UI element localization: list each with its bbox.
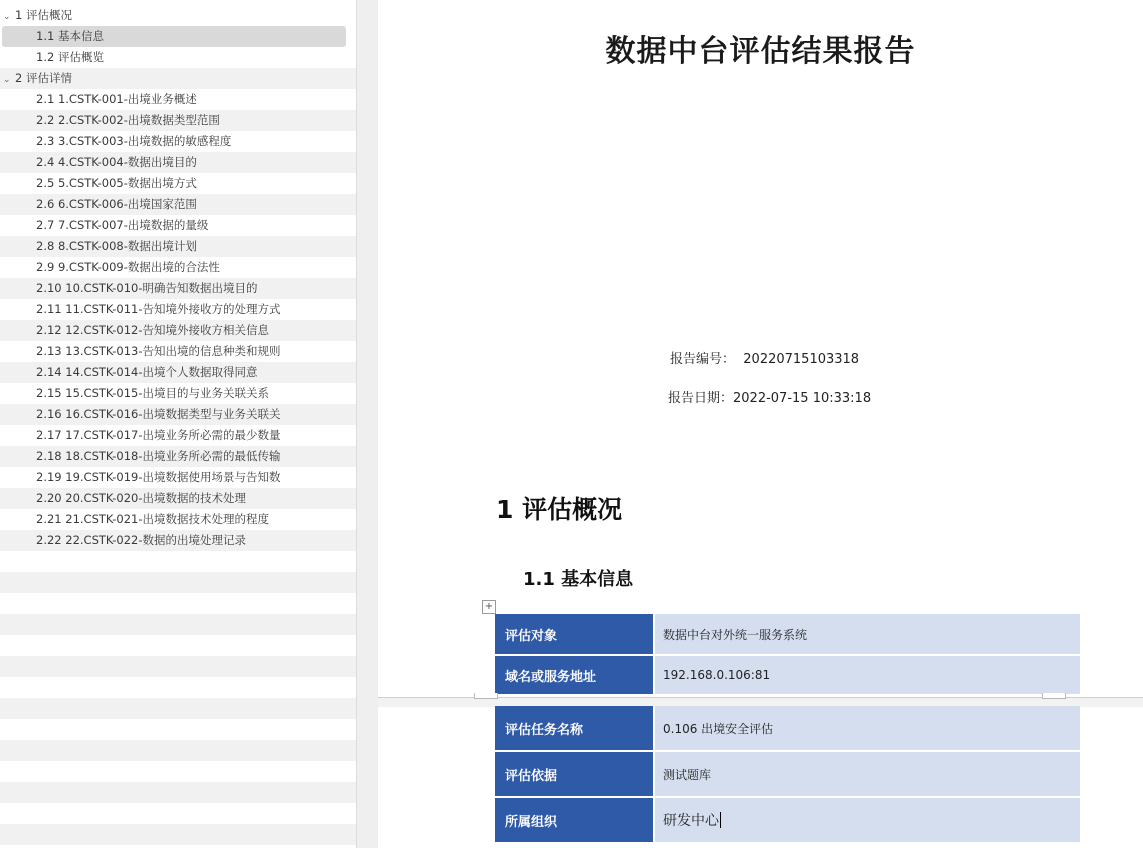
report-number (670, 348, 859, 367)
outline-item[interactable]: 2.9 9.CSTK-009-数据出境的合法性 (36, 260, 220, 274)
outline-item-1-1[interactable]: 1.1 基本信息 (2, 26, 346, 47)
outline-item[interactable]: 2.20 20.CSTK-020-出境数据的技术处理 (0, 488, 356, 509)
pane-gutter (357, 0, 379, 848)
table-header-cell: 所属组织 (495, 798, 653, 842)
outline-item[interactable]: 2.13 13.CSTK-013-告知出境的信息种类和规则 (36, 344, 281, 358)
table-header-cell: 域名或服务地址 (495, 656, 653, 694)
table-value-cell[interactable]: 0.106 出境安全评估 (655, 706, 1080, 750)
page-corner-mark (474, 693, 498, 699)
outline-empty-row (0, 698, 356, 719)
outline-empty-row (0, 614, 356, 635)
outline-item[interactable]: 2.6 6.CSTK-006-出境国家范围 (0, 194, 356, 215)
outline-empty-row (0, 761, 356, 782)
outline-item[interactable]: 2.17 17.CSTK-017-出境业务所必需的最少数量 (36, 428, 281, 442)
table-row (495, 656, 1080, 694)
table-value-cell-editing[interactable] (655, 798, 1080, 842)
outline-sidebar (0, 0, 357, 848)
table-header-cell: 评估依据 (495, 752, 653, 796)
report-date-label: 报告日期： (668, 391, 734, 406)
document-title: 数据中台评估结果报告 (605, 34, 916, 69)
table-row (495, 614, 1080, 654)
outline-item[interactable]: 2.21 21.CSTK-021-出境数据技术处理的程度 (36, 512, 269, 526)
outline-item[interactable]: 2.14 14.CSTK-014-出境个人数据取得同意 (0, 362, 356, 383)
outline-empty-row (0, 635, 356, 656)
outline-empty-row (0, 740, 356, 761)
outline-empty-row (0, 824, 356, 845)
outline-item[interactable]: 2.5 5.CSTK-005-数据出境方式 (36, 176, 197, 190)
page-corner-mark (1042, 693, 1066, 699)
outline-empty-row (0, 551, 356, 572)
outline-empty-row (0, 719, 356, 740)
table-header-cell: 评估对象 (495, 614, 653, 654)
outline-section-2[interactable]: ⌄ 2 评估详情 (0, 68, 356, 89)
outline-empty-row (0, 803, 356, 824)
chevron-down-icon[interactable]: ⌄ (3, 12, 11, 22)
report-number-value: 20220715103318 (743, 352, 860, 367)
table-value-cell[interactable]: 192.168.0.106:81 (655, 656, 1080, 694)
table-row (495, 798, 1080, 842)
outline-item[interactable]: 2.22 22.CSTK-022-数据的出境处理记录 (0, 530, 356, 551)
text-cursor (720, 812, 721, 828)
outline-item[interactable]: 2.1 1.CSTK-001-出境业务概述 (36, 92, 197, 106)
outline-item[interactable]: 2.3 3.CSTK-003-出境数据的敏感程度 (36, 134, 232, 148)
table-row (495, 706, 1080, 750)
outline-item[interactable]: 2.4 4.CSTK-004-数据出境目的 (0, 152, 356, 173)
table-value-cell[interactable]: 测试题库 (655, 752, 1080, 796)
outline-empty-row (0, 572, 356, 593)
outline-item-1-2[interactable]: 1.2 评估概览 (36, 50, 104, 64)
outline-empty-row (0, 656, 356, 677)
outline-section-1[interactable]: ⌄ 1 评估概况 (0, 5, 356, 26)
outline-item[interactable]: 2.12 12.CSTK-012-告知境外接收方相关信息 (0, 320, 356, 341)
table-row (495, 752, 1080, 796)
chevron-down-icon[interactable]: ⌄ (3, 75, 11, 85)
report-date-value: 2022-07-15 10:33:18 (733, 391, 872, 406)
table-header-cell: 评估任务名称 (495, 706, 653, 750)
heading-1: 1 评估概况 (496, 495, 623, 524)
outline-item[interactable]: 2.11 11.CSTK-011-告知境外接收方的处理方式 (36, 302, 281, 316)
document-page[interactable] (378, 0, 1143, 848)
outline-item[interactable]: 2.10 10.CSTK-010-明确告知数据出境目的 (0, 278, 356, 299)
outline-empty-row (0, 782, 356, 803)
outline-item[interactable]: 2.16 16.CSTK-016-出境数据类型与业务关联关 (0, 404, 356, 425)
table-value-text: 研发中心 (663, 813, 719, 829)
outline-empty-row (0, 593, 356, 614)
outline-item[interactable]: 2.8 8.CSTK-008-数据出境计划 (0, 236, 356, 257)
table-move-handle-icon[interactable]: + (482, 600, 496, 614)
heading-2: 1.1 基本信息 (523, 569, 634, 590)
report-date (668, 387, 871, 406)
outline-item[interactable]: 2.18 18.CSTK-018-出境业务所必需的最低传输 (0, 446, 356, 467)
outline-item[interactable]: 2.19 19.CSTK-019-出境数据使用场景与告知数 (36, 470, 281, 484)
outline-item[interactable]: 2.7 7.CSTK-007-出境数据的量级 (36, 218, 209, 232)
table-value-cell[interactable]: 数据中台对外统一服务系统 (655, 614, 1080, 654)
outline-item[interactable]: 2.15 15.CSTK-015-出境目的与业务关联关系 (36, 386, 269, 400)
outline-empty-row (0, 677, 356, 698)
outline-item[interactable]: 2.2 2.CSTK-002-出境数据类型范围 (0, 110, 356, 131)
report-number-label: 报告编号： (670, 352, 736, 367)
